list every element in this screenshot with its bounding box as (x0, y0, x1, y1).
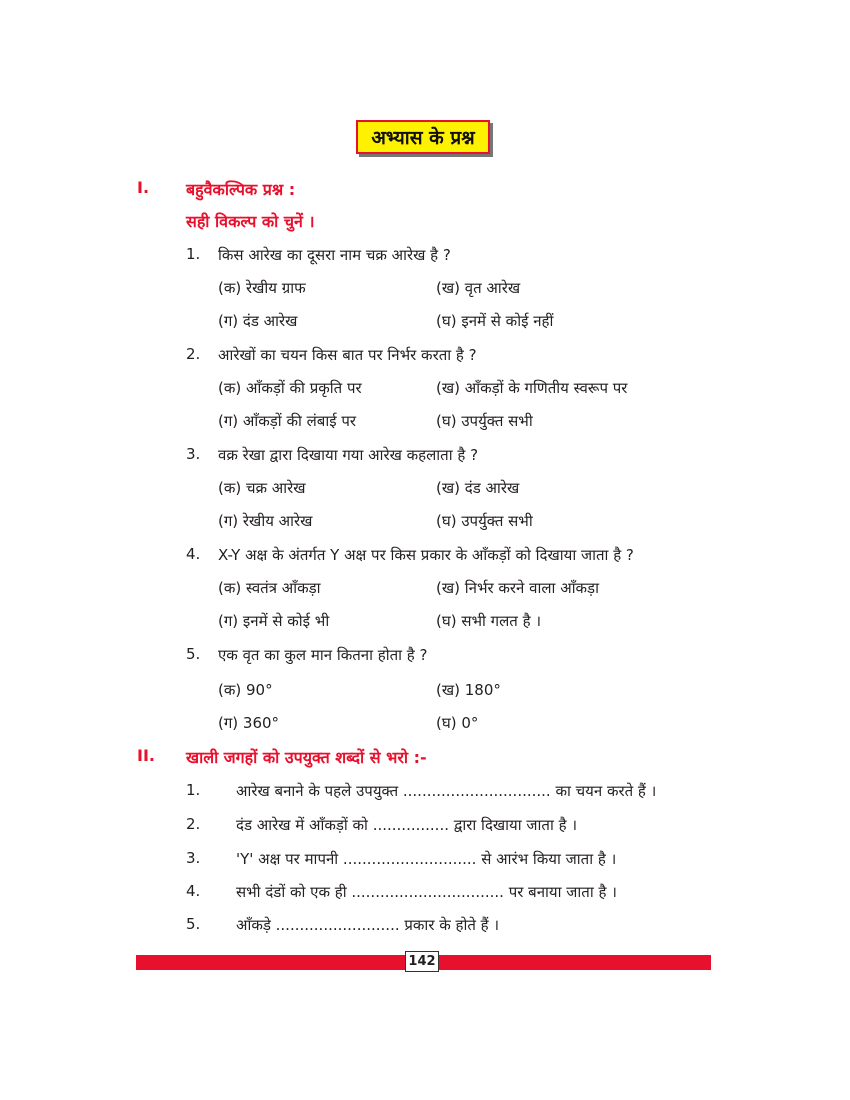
question-number: 1. (186, 245, 201, 263)
question-number: 5. (186, 645, 201, 663)
question-number: 4. (186, 545, 201, 563)
option-kha: (ख) आँकड़ों के गणितीय स्वरूप पर (436, 379, 628, 397)
fill-blank-number: 1. (186, 781, 201, 799)
option-ga: (ग) आँकड़ों की लंबाई पर (218, 412, 357, 430)
option-ka: (क) चक्र आरेख (218, 479, 306, 497)
option-ka: (क) स्वतंत्र आँकड़ा (218, 579, 321, 597)
fill-blank-text: आँकड़े .......................... प्रकार के होते हैं । (236, 916, 500, 934)
option-ka: (क) 90° (218, 681, 273, 699)
question-text: वक्र रेखा द्वारा दिखाया गया आरेख कहलाता है ? (218, 446, 479, 464)
page-number: 142 (405, 951, 439, 972)
option-gha: (घ) इनमें से कोई नहीं (436, 312, 554, 330)
option-gha: (घ) उपर्युक्त सभी (436, 412, 533, 430)
page-title: अभ्यास के प्रश्न (356, 120, 490, 154)
option-kha: (ख) दंड आरेख (436, 479, 520, 497)
fill-blank-number: 3. (186, 849, 201, 867)
question-text: एक वृत का कुल मान कितना होता है ? (218, 646, 428, 664)
question-text: आरेखों का चयन किस बात पर निर्भर करता है ? (218, 346, 477, 364)
option-ga: (ग) 360° (218, 714, 280, 732)
section1-subtitle: सही विकल्प को चुनें । (186, 212, 315, 231)
fill-blank-number: 4. (186, 882, 201, 900)
question-number: 2. (186, 345, 201, 363)
fill-blank-number: 5. (186, 915, 201, 933)
fill-blank-text: सभी दंडों को एक ही ................................ पर बनाया जाता है । (236, 883, 617, 901)
question-text: X-Y अक्ष के अंतर्गत Y अक्ष पर किस प्रकार के आँकड़ों को दिखाया जाता है ? (218, 546, 634, 564)
option-gha: (घ) सभी गलत है । (436, 612, 542, 630)
section1-title: बहुवैकल्पिक प्रश्न : (186, 180, 296, 199)
option-ga: (ग) दंड आरेख (218, 312, 298, 330)
question-text: किस आरेख का दूसरा नाम चक्र आरेख है ? (218, 246, 451, 264)
option-ka: (क) रेखीय ग्राफ (218, 279, 306, 297)
section2-number: II. (137, 746, 155, 765)
section1-number: I. (137, 178, 150, 197)
fill-blank-text: दंड आरेख में आँकड़ों को ................ द्वारा दिखाया जाता है । (236, 816, 578, 834)
option-ga: (ग) इनमें से कोई भी (218, 612, 330, 630)
fill-blank-text: आरेख बनाने के पहले उपयुक्त ............................... का चयन करते हैं । (236, 782, 657, 800)
question-number: 3. (186, 445, 201, 463)
option-gha: (घ) 0° (436, 714, 479, 732)
option-kha: (ख) निर्भर करने वाला आँकड़ा (436, 579, 599, 597)
section2-title: खाली जगहों को उपयुक्त शब्दों से भरो :- (186, 748, 427, 767)
option-ga: (ग) रेखीय आरेख (218, 512, 313, 530)
fill-blank-text: 'Y' अक्ष पर मापनी ............................ से आरंभ किया जाता है । (236, 850, 617, 868)
option-ka: (क) आँकड़ों की प्रकृति पर (218, 379, 362, 397)
option-gha: (घ) उपर्युक्त सभी (436, 512, 533, 530)
fill-blank-number: 2. (186, 815, 201, 833)
option-kha: (ख) 180° (436, 681, 501, 699)
option-kha: (ख) वृत आरेख (436, 279, 521, 297)
